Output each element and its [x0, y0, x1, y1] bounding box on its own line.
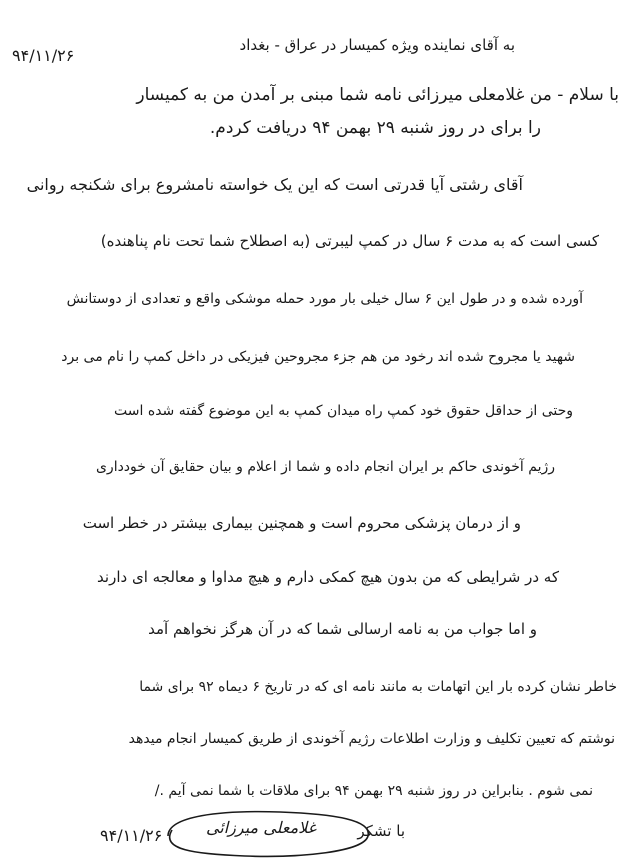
- letter-line: شهید یا مجروح شده اند رخود من هم جزء مجروحین فیزیکی در داخل کمپ را نام می برد: [61, 349, 575, 365]
- letter-line: که در شرایطی که من بدون هیچ کمکی دارم و هیچ مداوا و معالجه ای دارند: [97, 568, 559, 586]
- date-top: ۹۴/۱۱/۲۶: [12, 46, 75, 65]
- letter-line: وحتی از حداقل حقوق خود کمپ راه میدان کمپ به این موضوع گفته شده است: [114, 403, 573, 419]
- letter-line: با سلام - من غلامعلی میرزائی نامه شما مبنی بر آمدن من به کمیسار: [136, 85, 619, 105]
- signature-name: غلامعلی میرزائی: [205, 818, 317, 837]
- letter-line: و از درمان پزشکی محروم است و همچنین بیماری بیشتر در خطر است: [82, 514, 521, 532]
- signature: [150, 806, 380, 860]
- date-bottom: ۹۴/۱۱/۲۶: [100, 826, 163, 845]
- letter-line: آقای رشتی آیا قدرتی است که این یک خواسته نامشروع برای شکنجه روانی: [26, 175, 523, 194]
- letter-heading: به آقای نماینده ویژه کمیسار در عراق - بغداد: [239, 36, 515, 54]
- letter-line: نوشتم که تعیین تکلیف و وزارت اطلاعات رژیم آخوندی از طریق کمیسار انجام میدهد: [128, 731, 615, 747]
- letter-line: رژیم آخوندی حاکم بر ایران انجام داده و شما از اعلام و بیان حقایق آن خودداری: [95, 459, 555, 475]
- letter-line: نمی شوم . بنابراین در روز شنبه ۲۹ بهمن ۹۴ برای ملاقات با شما نمی آیم ./: [154, 783, 593, 799]
- closing-text: با تشکر: [357, 822, 405, 840]
- letter-line: کسی است که به مدت ۶ سال در کمپ لیبرتی (به اصطلاح شما تحت نام پناهنده): [100, 232, 599, 250]
- letter-line: و اما جواب من به نامه ارسالی شما که در آن هرگز نخواهم آمد: [148, 620, 537, 638]
- letter-line: آورده شده و در طول این ۶ سال خیلی بار مورد حمله موشکی واقع و تعدادی از دوستانش: [66, 291, 583, 307]
- letter-line: را برای در روز شنبه ۲۹ بهمن ۹۴ دریافت کردم.: [209, 118, 541, 138]
- letter-line: خاطر نشان کرده بار این اتهامات به مانند نامه ای که در تاریخ ۶ دیماه ۹۲ برای شما: [139, 679, 617, 695]
